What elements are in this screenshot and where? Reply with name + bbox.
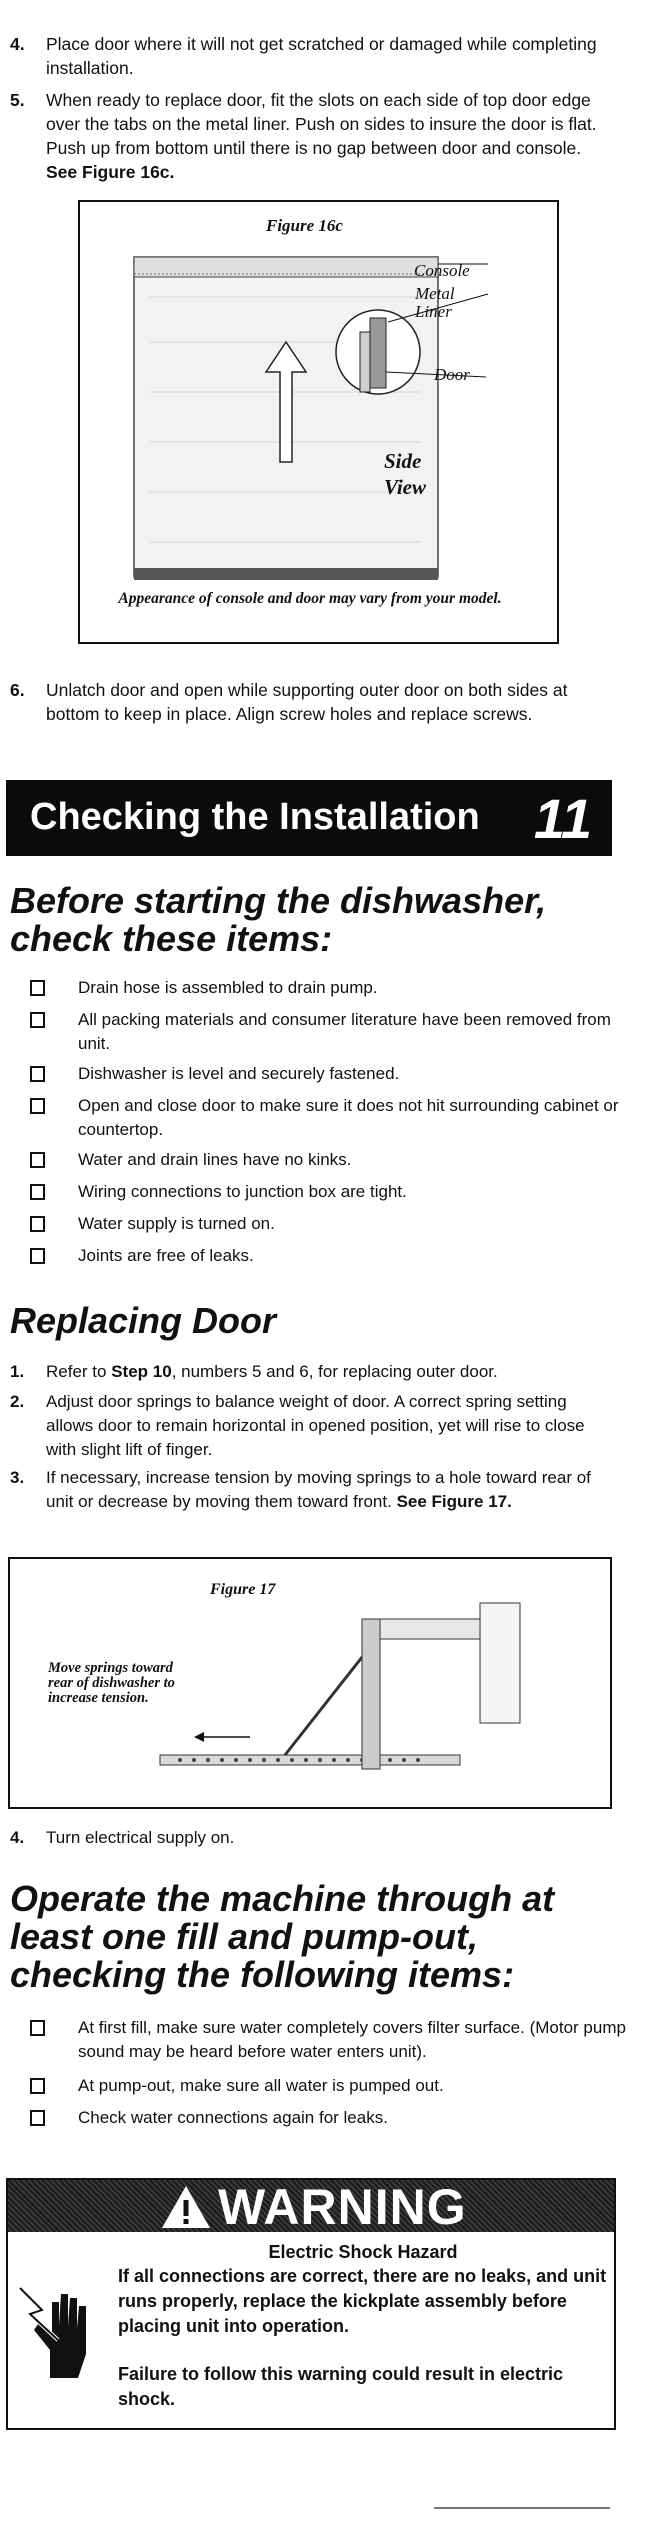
checkbox-icon bbox=[30, 1012, 45, 1028]
step-ref: Step 10 bbox=[111, 1362, 172, 1381]
checkbox-icon bbox=[30, 2078, 45, 2094]
floor-rail bbox=[160, 1755, 460, 1765]
warning-failure: Failure to follow this warning could result in electric shock. bbox=[118, 2364, 564, 2409]
figure-title: Figure 16c bbox=[266, 216, 343, 235]
step-text: Turn electrical supply on. bbox=[46, 1828, 235, 1847]
checkbox-icon bbox=[30, 1066, 45, 1082]
label-console: Console bbox=[414, 261, 470, 280]
label-metal-liner: Metal Liner bbox=[415, 284, 455, 321]
step-number: 6. bbox=[10, 680, 25, 700]
replacing-heading: Replacing Door bbox=[10, 1300, 277, 1341]
checklist-text: Dishwasher is level and securely fastened. bbox=[78, 1064, 400, 1083]
checklist-text: At first fill, make sure water completely covers filter surface. (Motor pump sound may be heard before water enters unit). bbox=[78, 2018, 626, 2061]
before-heading: Before starting the dishwasher, check these items: bbox=[10, 880, 547, 959]
figure-ref: See Figure 16c. bbox=[46, 162, 175, 182]
warning-banner bbox=[8, 2179, 614, 2235]
section-banner bbox=[6, 780, 612, 856]
checkbox-icon bbox=[30, 2020, 45, 2036]
metal-liner-detail bbox=[370, 318, 386, 388]
figure-label: Move springs toward rear of dishwasher to increase tension. bbox=[48, 1660, 175, 1706]
checkbox-icon bbox=[30, 980, 45, 996]
step-body: Refer to bbox=[46, 1362, 112, 1381]
spring-rod bbox=[285, 1647, 370, 1755]
alert-triangle-icon bbox=[158, 2182, 214, 2232]
step-number: 2. bbox=[10, 1392, 25, 1411]
checkbox-icon bbox=[30, 1216, 45, 1232]
step-body: , numbers 5 and 6, for replacing outer door. bbox=[171, 1362, 498, 1381]
step-number: 4. bbox=[10, 34, 25, 54]
figure-title: Figure 17 bbox=[210, 1581, 276, 1598]
checklist-text: Check water connections again for leaks. bbox=[78, 2108, 388, 2127]
direction-arrow-head bbox=[194, 1732, 204, 1742]
figure-17 bbox=[8, 1557, 612, 1809]
checklist-text: At pump-out, make sure all water is pumped out. bbox=[78, 2076, 444, 2095]
label-side-view: Side View bbox=[384, 449, 427, 499]
kickplate bbox=[134, 568, 438, 580]
figure-caption: Appearance of console and door may vary from your model. bbox=[118, 590, 502, 607]
checklist-text: Water supply is turned on. bbox=[78, 1214, 275, 1233]
warning-body: If all connections are correct, there are no leaks, and unit runs properly, replace the kickplate assembly before placing unit into operation. bbox=[118, 2266, 607, 2336]
checklist-text: Open and close door to make sure it does not hit surrounding cabinet or countertop. bbox=[78, 1096, 619, 1139]
step-text bbox=[46, 88, 606, 184]
checkbox-icon bbox=[30, 1184, 45, 1200]
checkbox-icon bbox=[30, 1098, 45, 1114]
footer-rule bbox=[434, 2507, 610, 2509]
step-number: 4. bbox=[10, 1828, 25, 1847]
checklist-text: Joints are free of leaks. bbox=[78, 1246, 254, 1265]
checklist-text: Water and drain lines have no kinks. bbox=[78, 1150, 352, 1169]
step-text: Adjust door springs to balance weight of door. A correct spring setting allows door to remain horizontal in opened position, yet will rise to close with slight lift of finger. bbox=[46, 1392, 585, 1459]
checkbox-icon bbox=[30, 2110, 45, 2126]
door-edge-detail bbox=[360, 332, 370, 392]
step-body: When ready to replace door, fit the slots on each side of top door edge over the tabs on the metal liner. Push on sides to insure the door is flat. Push up from bottom until there is no gap between door and console. bbox=[46, 90, 597, 158]
label-door: Door bbox=[434, 365, 470, 384]
step-text bbox=[46, 1360, 606, 1384]
door-frame-post bbox=[362, 1619, 380, 1769]
electric-shock-hand-icon bbox=[12, 2274, 108, 2384]
section-title: Checking the Installation bbox=[30, 796, 480, 838]
step-text: Place door where it will not get scratched or damaged while completing installation. bbox=[46, 34, 597, 78]
checkbox-icon bbox=[30, 1248, 45, 1264]
dishwasher-side-view-illustration bbox=[80, 202, 557, 642]
warning-box bbox=[6, 2178, 616, 2430]
figure-16c bbox=[78, 200, 559, 644]
checklist-text: Drain hose is assembled to drain pump. bbox=[78, 978, 378, 997]
warning-word: WARNING bbox=[218, 2179, 467, 2235]
section-number: 11 bbox=[533, 787, 592, 850]
checklist-text: All packing materials and consumer literature have been removed from unit. bbox=[78, 1010, 611, 1053]
step-number: 5. bbox=[10, 90, 25, 110]
step-text bbox=[46, 1466, 606, 1514]
operate-heading: Operate the machine through at least one fill and pump-out, checking the following items: bbox=[10, 1878, 555, 1995]
step-number: 3. bbox=[10, 1468, 25, 1487]
cabinet-side bbox=[480, 1603, 520, 1723]
figure-ref: See Figure 17. bbox=[396, 1492, 512, 1511]
hazard-title: Electric Shock Hazard bbox=[268, 2242, 458, 2262]
checkbox-icon bbox=[30, 1152, 45, 1168]
checklist-text: Wiring connections to junction box are tight. bbox=[78, 1182, 407, 1201]
step-text: Unlatch door and open while supporting outer door on both sides at bottom to keep in place. Align screw holes and replace screws. bbox=[46, 680, 568, 724]
step-body: If necessary, increase tension by moving springs to a hole toward rear of unit or decrease by moving them toward front. bbox=[46, 1468, 591, 1511]
step-number: 1. bbox=[10, 1362, 25, 1381]
